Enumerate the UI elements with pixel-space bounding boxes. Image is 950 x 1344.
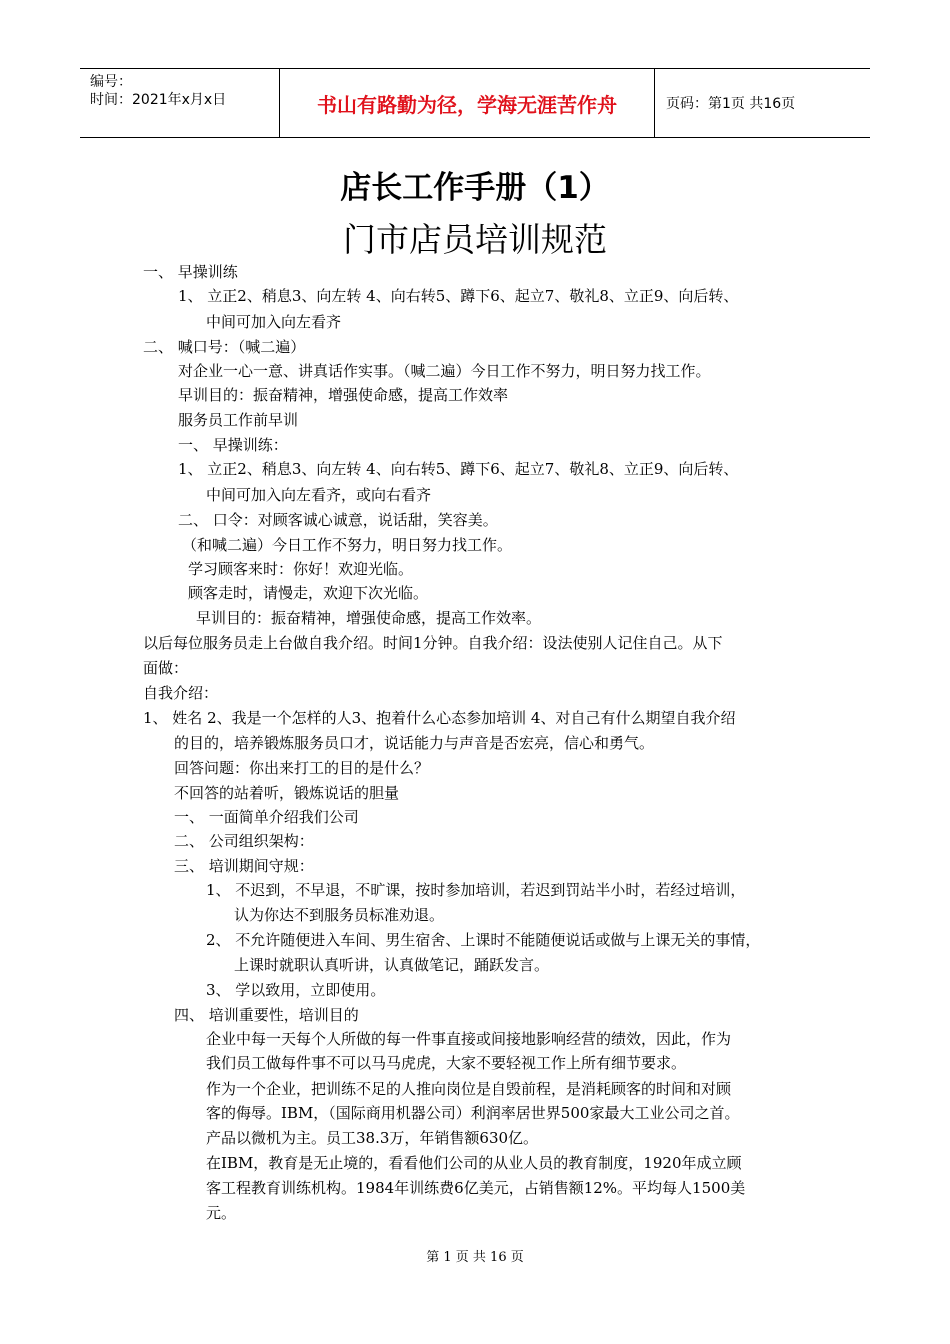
document-title: 店长工作手册（1） [340, 170, 610, 206]
text-line: 学习顾客来时：你好！欢迎光临。 [188, 560, 414, 578]
text-line: 早训目的：振奋精神，增强使命感，提高工作效率 [178, 386, 509, 404]
page-footer: 第 1 页 共 16 页 [426, 1250, 524, 1265]
text-line: 一、 早操训练： [178, 436, 288, 454]
text-line: 2、 不允许随便进入车间、男生宿舍、上课时不能随便说话或做与上课无关的事情， [206, 931, 761, 949]
text-line: 作为一个企业，把训练不足的人推向岗位是自毁前程，是消耗顾客的时间和对顾 [206, 1080, 732, 1098]
text-line: 1、 不迟到，不早退，不旷课，按时参加培训，若迟到罚站半小时，若经过培训， [206, 881, 746, 899]
text-line: 客工程教育训练机构。1984年训练费6亿美元，占销售额12%。平均每人1500美 [206, 1179, 746, 1197]
text-line: 早训目的：振奋精神，增强使命感，提高工作效率。 [196, 609, 542, 627]
text-line: 元。 [206, 1204, 237, 1222]
text-line: 四、 培训重要性，培训目的 [174, 1006, 359, 1024]
text-line: 3、 学以致用，立即使用。 [206, 981, 386, 999]
text-line: 中间可加入向左看齐 [206, 313, 342, 331]
text-line: 上课时就职认真听讲，认真做笔记，踊跃发言。 [234, 956, 550, 974]
text-line: （和喊二遍）今日工作不努力，明日努力找工作。 [182, 536, 513, 554]
number-label: 编号： [90, 74, 132, 90]
text-line: 在IBM，教育是无止境的，看看他们公司的从业人员的教育制度，1920年成立顾 [206, 1154, 742, 1172]
text-line: 一、 早操训练 [143, 263, 238, 281]
text-line: 1、 立正2、稍息3、向左转 4、向右转5、蹲下6、起立7、敬礼8、立正9、向后转、 [178, 460, 739, 478]
page-label: 页码：第1页 共16页 [666, 96, 796, 112]
text-line: 对企业一心一意、讲真话作实事。（喊二遍）今日工作不努力，明日努力找工作。 [178, 362, 711, 380]
text-line: 我们员工做每件事不可以马马虎虎，大家不要轻视工作上所有细节要求。 [206, 1054, 687, 1072]
text-line: 二、 口令：对顾客诚心诚意，说话甜，笑容美。 [178, 511, 498, 529]
text-line: 以后每位服务员走上台做自我介绍。时间1分钟。自我介绍：设法使别人记住自己。从下 [143, 634, 723, 652]
text-line: 企业中每一天每个人所做的每一件事直接或间接地影响经营的绩效，因此，作为 [206, 1030, 732, 1048]
text-line: 认为你达不到服务员标准劝退。 [234, 906, 445, 924]
text-line: 二、 公司组织架构： [174, 832, 314, 850]
text-line: 的目的，培养锻炼服务员口才，说话能力与声音是否宏亮，信心和勇气。 [174, 734, 655, 752]
text-line: 1、 立正2、稍息3、向左转 4、向右转5、蹲下6、起立7、敬礼8、立正9、向后转、 [178, 287, 739, 305]
text-line: 二、 喊口号：（喊二遍） [143, 338, 306, 356]
text-line: 中间可加入向左看齐，或向右看齐 [206, 486, 432, 504]
text-line: 服务员工作前早训 [178, 411, 299, 429]
text-line: 1、 姓名 2、我是一个怎样的人3、抱着什么心态参加培训 4、对自己有什么期望自我介绍 [143, 709, 736, 727]
time-label: 时间：2021年x月x日 [90, 92, 227, 108]
document-subtitle: 门市店员培训规范 [343, 220, 607, 259]
text-line: 不回答的站着听，锻炼说话的胆量 [174, 784, 400, 802]
page-header [80, 68, 870, 138]
header-info [80, 69, 280, 137]
text-line: 三、 培训期间守规： [174, 857, 314, 875]
text-line: 客的侮辱。IBM，（国际商用机器公司）利润率居世界500家最大工业公司之首。 [206, 1104, 740, 1122]
text-line: 一、 一面简单介绍我们公司 [174, 808, 359, 826]
text-line: 回答问题：你出来打工的目的是什么？ [174, 759, 430, 777]
text-line: 产品以微机为主。员工38.3万，年销售额630亿。 [206, 1129, 539, 1147]
text-line: 自我介绍： [143, 684, 219, 702]
text-line: 面做： [143, 659, 189, 677]
text-line: 顾客走时，请慢走，欢迎下次光临。 [188, 584, 429, 602]
motto: 书山有路勤为径，学海无涯苦作舟 [280, 69, 655, 137]
